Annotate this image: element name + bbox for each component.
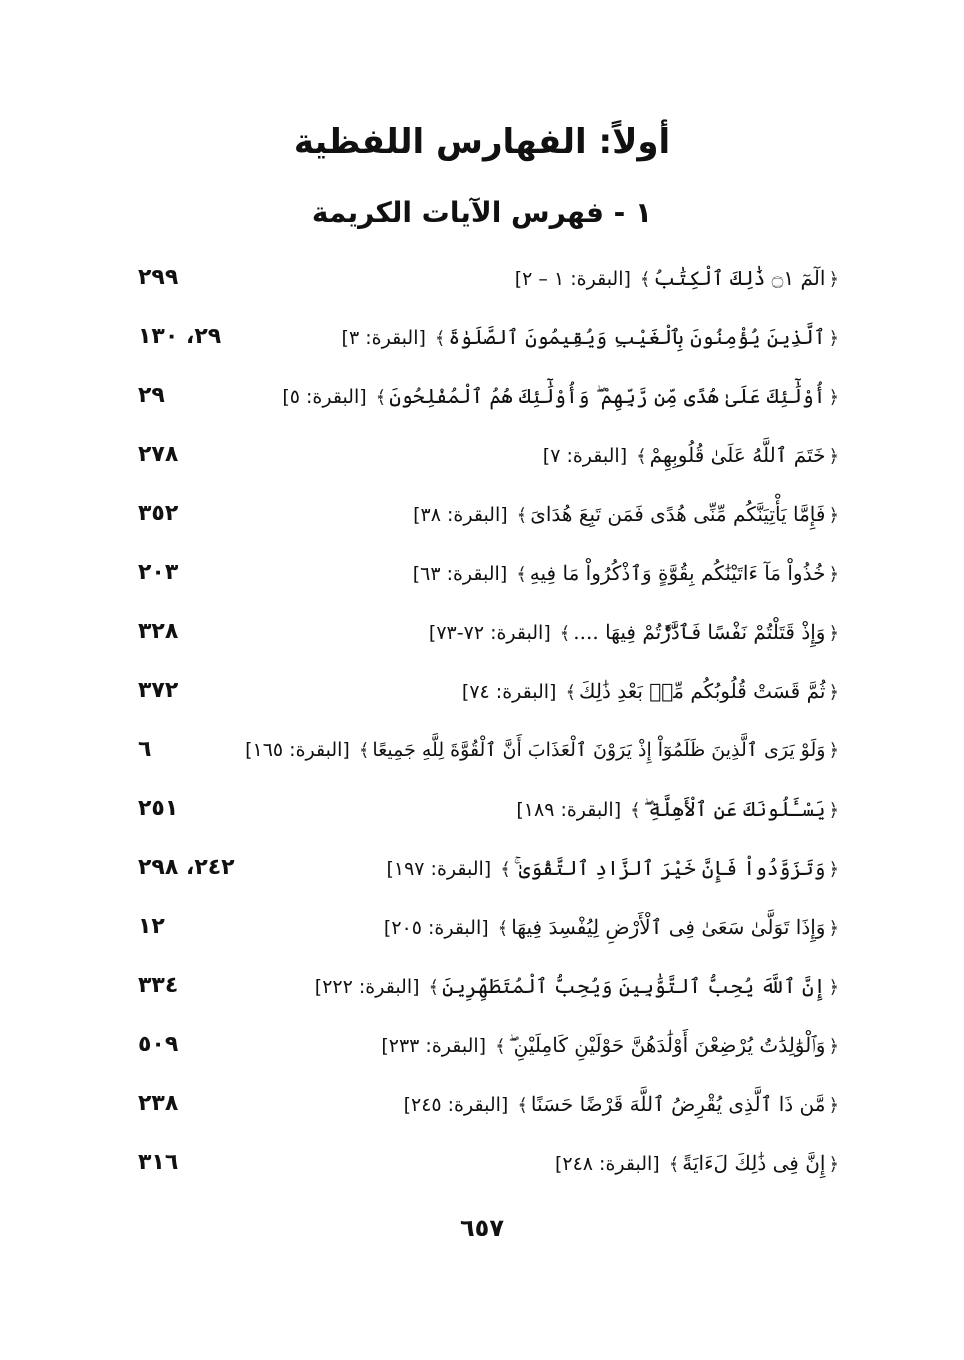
index-entry	[0, 258, 964, 310]
verse-citation	[516, 789, 842, 831]
open-bracket-ornament: ﴿	[828, 623, 839, 644]
page-references	[138, 258, 258, 298]
verse-citation	[282, 376, 842, 418]
surah-reference: [البقرة: ٢٢٢]	[314, 976, 420, 998]
index-entry	[0, 789, 964, 841]
page-reference-numbers: ١٢	[138, 914, 165, 939]
verse-citation	[462, 671, 842, 713]
open-bracket-ornament: ﴿	[828, 740, 839, 761]
index-entry	[0, 494, 964, 546]
verse-citation	[381, 1025, 842, 1067]
verse-citation	[315, 966, 842, 1008]
index-entry	[0, 848, 964, 900]
surah-reference: [البقرة: ٣٨]	[413, 504, 508, 526]
index-entry	[0, 376, 964, 428]
verse-text: الٓمٓ ۝١ ذَٰلِكَ ٱلْكِتَٰبُ	[653, 266, 826, 290]
verse-citation	[386, 848, 842, 890]
page-reference-numbers: ٢٧٨	[138, 442, 179, 467]
verse-citation	[384, 907, 842, 949]
page-references	[138, 376, 258, 416]
surah-reference: [البقرة: ٢٣٣]	[381, 1035, 487, 1057]
verse-text: إِنَّ ٱللَّهَ يُحِبُّ ٱلتَّوَّٰبِينَ وَيُحِبُّ ٱلْمُتَطَهِّرِينَ	[442, 974, 826, 998]
verse-citation	[342, 317, 842, 359]
verse-text: خَتَمَ ٱللَّهُ عَلَىٰ قُلُوبِهِمْ	[649, 443, 826, 467]
index-entry	[0, 1025, 964, 1077]
page-reference-numbers: ٢٤٢، ٢٩٨	[138, 855, 235, 880]
close-bracket-ornament: ﴾	[517, 1095, 528, 1116]
page-references	[138, 907, 258, 947]
surah-reference: [البقرة: ٥]	[282, 386, 367, 408]
verse-citation	[429, 612, 842, 654]
page-reference-numbers: ٦	[138, 737, 152, 762]
index-entry	[0, 1143, 964, 1195]
open-bracket-ornament: ﴿	[828, 1095, 839, 1116]
close-bracket-ornament: ﴾	[559, 623, 571, 644]
close-bracket-ornament: ﴾	[495, 1036, 506, 1057]
page-reference-numbers: ٣٥٢	[138, 501, 179, 526]
surah-reference: [البقرة: ١٦٥]	[245, 739, 350, 761]
verse-text: خُذُواْ مَآ ءَاتَيْنَٰكُم بِقُوَّةٍ وَٱذْكُرُواْ مَا فِيهِ	[529, 561, 826, 585]
page-references	[138, 966, 258, 1006]
surah-reference: [البقرة: ٧]	[542, 445, 628, 467]
open-bracket-ornament: ﴿	[828, 800, 839, 821]
surah-reference: [البقرة: ١ – ٢]	[514, 268, 631, 290]
surah-reference: [البقرة: ٢٤٥]	[403, 1094, 509, 1116]
verse-text: وَإِذْ قَتَلْتُمْ نَفْسًا فَٱدَّٰرَْٰٔتُمْ فِيهَا ....	[573, 620, 826, 644]
verse-text: يَسْـَٔلُونَكَ عَنِ ٱلْأَهِلَّةِ ۖ	[643, 797, 826, 821]
verse-citation	[413, 553, 842, 595]
surah-reference: [البقرة: ٧٢-٧٣]	[428, 622, 551, 644]
open-bracket-ornament: ﴿	[828, 387, 839, 408]
surah-reference: [البقرة: ٣]	[341, 327, 426, 349]
page-reference-numbers: ٢٥١	[138, 796, 179, 821]
page-reference-numbers: ٢٩	[138, 383, 165, 408]
index-entry	[0, 553, 964, 605]
verse-text: وَإِذَا تَوَلَّىٰ سَعَىٰ فِى ٱلْأَرْضِ لِيُفْسِدَ فِيهَا	[511, 915, 826, 939]
close-bracket-ornament: ﴾	[497, 918, 509, 939]
open-bracket-ornament: ﴿	[828, 859, 839, 880]
verse-text: وَلَوْ يَرَى ٱلَّذِينَ ظَلَمُوٓاْ إِذْ يَرَوْنَ ٱلْعَذَابَ أَنَّ ٱلْقُوَّةَ لِلَّهِ جَمِيعًا	[372, 739, 826, 761]
page-reference-numbers: ٣٢٨	[138, 619, 179, 644]
verse-citation	[543, 435, 842, 477]
open-bracket-ornament: ﴿	[828, 564, 839, 585]
open-bracket-ornament: ﴿	[828, 328, 839, 349]
open-bracket-ornament: ﴿	[828, 1036, 839, 1057]
close-bracket-ornament: ﴾	[639, 269, 651, 290]
page-reference-numbers: ٣٣٤	[138, 973, 179, 998]
page-references	[138, 317, 258, 357]
open-bracket-ornament: ﴿	[828, 918, 839, 939]
verse-citation	[515, 258, 842, 300]
surah-reference: [البقرة: ٦٣]	[412, 563, 508, 585]
verse-text: إِنَّ فِى ذَٰلِكَ لَءَايَةً	[682, 1151, 826, 1175]
close-bracket-ornament: ﴾	[516, 505, 528, 526]
page-reference-numbers: ٢٣٨	[138, 1091, 179, 1116]
surah-reference: [البقرة: ١٩٧]	[386, 858, 492, 880]
verse-text: ثُمَّ قَسَتْ قُلُوبُكُم مِّنۢ بَعْدِ ذَٰلِكَ	[579, 679, 826, 703]
close-bracket-ornament: ﴾	[668, 1154, 680, 1175]
index-entry	[0, 907, 964, 959]
index-entry	[0, 1084, 964, 1136]
page-references	[138, 1025, 258, 1065]
surah-reference: [البقرة: ٢٠٥]	[383, 917, 489, 939]
index-entry	[0, 317, 964, 369]
open-bracket-ornament: ﴿	[828, 977, 839, 998]
verse-text: وَتَزَوَّدُواْ فَإِنَّ خَيْرَ ٱلزَّادِ ٱلتَّقْوَىٰ ۚ	[513, 856, 826, 880]
page-references	[138, 553, 258, 593]
main-title: أولاً: الفهارس اللفظية	[293, 122, 671, 162]
page-references	[138, 435, 258, 475]
page-references	[138, 848, 258, 888]
page-reference-numbers: ٣٧٢	[138, 678, 179, 703]
section-title: ١ - فهرس الآيات الكريمة	[311, 196, 653, 229]
close-bracket-ornament: ﴾	[516, 564, 527, 585]
surah-reference: [البقرة: ٢٤٨]	[554, 1153, 660, 1175]
page-references	[138, 671, 258, 711]
page-references	[138, 1084, 258, 1124]
index-entry	[0, 435, 964, 487]
open-bracket-ornament: ﴿	[828, 505, 839, 526]
open-bracket-ornament: ﴿	[828, 446, 839, 467]
close-bracket-ornament: ﴾	[434, 328, 446, 349]
close-bracket-ornament: ﴾	[636, 446, 647, 467]
page-reference-numbers: ٢٩، ١٣٠	[138, 324, 222, 349]
verse-citation	[555, 1143, 842, 1185]
verse-text: فَإِمَّا يَأْتِيَنَّكُم مِّنِّى هُدًى فَمَن تَبِعَ هُدَاىَ	[530, 502, 826, 526]
surah-reference: [البقرة: ١٨٩]	[516, 799, 622, 821]
page-number: ٦٥٧	[460, 1214, 504, 1242]
page-references	[138, 612, 258, 652]
index-entry	[0, 730, 964, 782]
surah-reference: [البقرة: ٧٤]	[461, 681, 557, 703]
page-references	[138, 789, 258, 829]
verse-citation	[404, 1084, 842, 1126]
close-bracket-ornament: ﴾	[375, 387, 387, 408]
index-entry	[0, 671, 964, 723]
open-bracket-ornament: ﴿	[828, 1154, 839, 1175]
page-references	[138, 730, 258, 770]
verse-citation	[413, 494, 842, 536]
verse-text: ٱلَّذِينَ يُؤْمِنُونَ بِٱلْغَيْبِ وَيُقِيمُونَ ٱلصَّلَوٰةَ	[448, 325, 826, 349]
index-entry	[0, 612, 964, 664]
open-bracket-ornament: ﴿	[828, 682, 839, 703]
close-bracket-ornament: ﴾	[500, 859, 511, 880]
verse-text: وَٱلْوَٰلِدَٰتُ يُرْضِعْنَ أَوْلَٰدَهُنَّ حَوْلَيْنِ كَامِلَيْنِ ۖ	[508, 1033, 826, 1057]
page-references	[138, 1143, 258, 1183]
verse-citation	[245, 730, 842, 771]
page-reference-numbers: ٣١٦	[138, 1150, 179, 1175]
index-entry	[0, 966, 964, 1018]
page-references	[138, 494, 258, 534]
close-bracket-ornament: ﴾	[428, 977, 440, 998]
open-bracket-ornament: ﴿	[828, 269, 839, 290]
page-reference-numbers: ٢٠٣	[138, 560, 179, 585]
verse-text: مَّن ذَا ٱلَّذِى يُقْرِضُ ٱللَّهَ قَرْضًا حَسَنًا	[530, 1092, 826, 1116]
page-reference-numbers: ٢٩٩	[138, 265, 179, 290]
verse-text: أُوْلَٰٓئِكَ عَلَىٰ هُدًى مِّن رَّبِّهِمْ ۖ وَأُوْلَٰٓئِكَ هُمُ ٱلْمُفْلِحُونَ	[389, 384, 826, 408]
close-bracket-ornament: ﴾	[358, 740, 370, 761]
close-bracket-ornament: ﴾	[630, 800, 641, 821]
page-reference-numbers: ٥٠٩	[138, 1032, 179, 1057]
close-bracket-ornament: ﴾	[565, 682, 577, 703]
